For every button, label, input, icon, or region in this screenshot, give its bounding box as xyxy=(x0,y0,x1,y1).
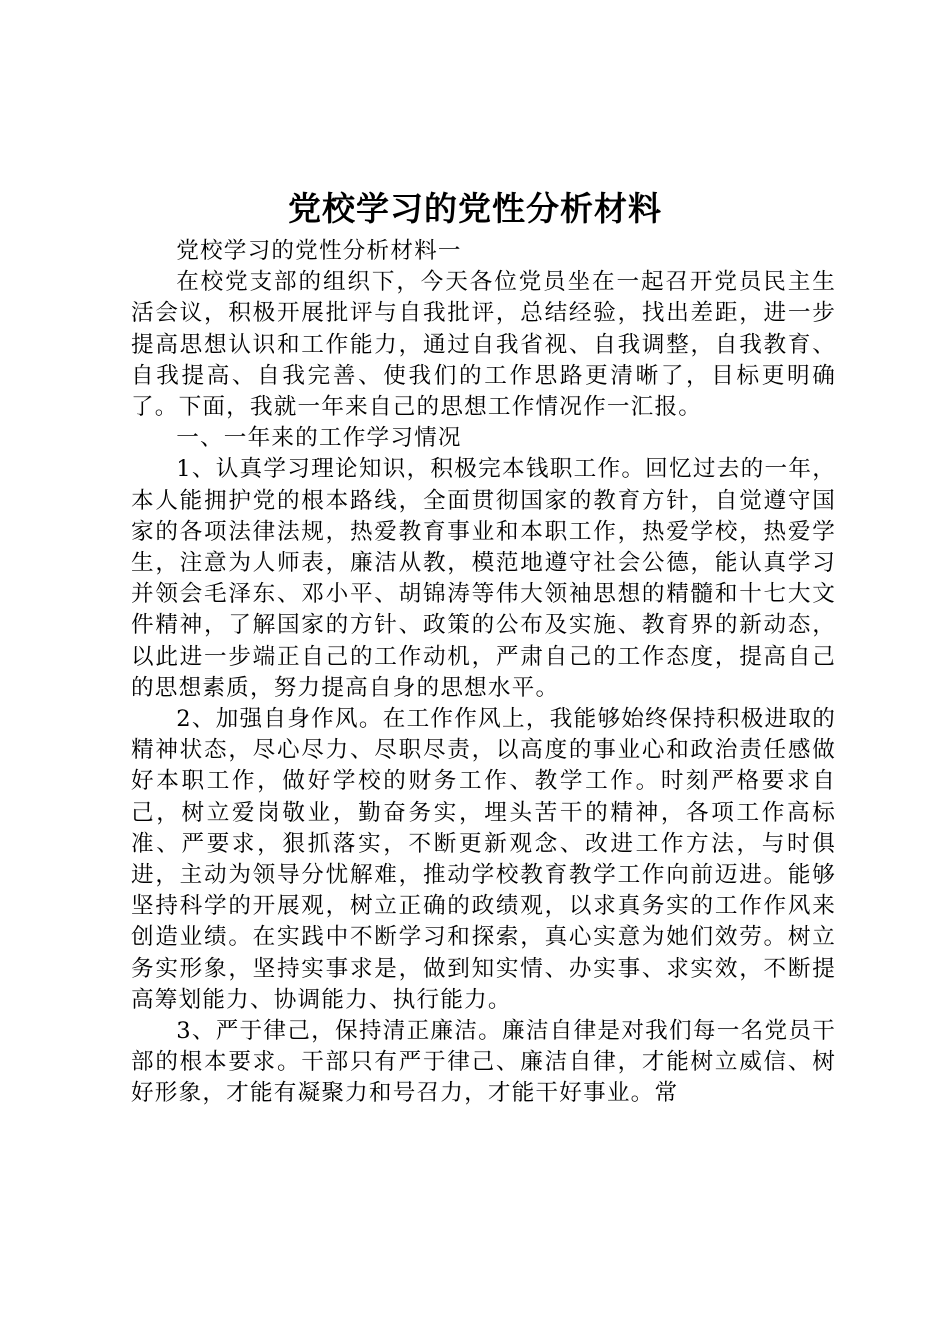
section-heading: 一、一年来的工作学习情况 xyxy=(176,425,462,452)
body-paragraph: 2、加强自身作风。在工作作风上，我能够始终保持积极进取的精神状态，尽心尽力、尽职尽责，以高度的事业心和政治责任感做好本职工作，做好学校的财务工作、教学工作。时刻严格要求自己，树立爱岗敬业，勤奋务实，埋头苦干的精神，各项工作高标准、严要求，狠抓落实，不断更新观念、改进工作方法，与时俱进，主动为领导分忧解难，推动学校教育教学工作向前迈进。能够坚持科学的开展观，树立正确的政绩观，以求真务实的工作作风来创造业绩。在实践中不断学习和探索，真心实意为她们效劳。树立务实形象，坚持实事求是，做到知实情、办实事、求实效，不断提高筹划能力、协调能力、执行能力。 xyxy=(131,706,836,1013)
document-body xyxy=(131,236,836,1110)
intro-paragraph: 在校党支部的组织下，今天各位党员坐在一起召开党员民主生活会议，积极开展批评与自我批评，总结经验，找出差距，进一步提高思想认识和工作能力，通过自我省视、自我调整，自我教育、自我提高、自我完善、使我们的工作思路更清晰了，目标更明确了。下面，我就一年来自己的思想工作情况作一汇报。 xyxy=(131,269,836,421)
subtitle-paragraph: 党校学习的党性分析材料一 xyxy=(176,238,462,264)
body-paragraph: 3、严于律己，保持清正廉洁。廉洁自律是对我们每一名党员干部的根本要求。干部只有严于律己、廉洁自律，才能树立威信、树好形象，才能有凝聚力和号召力，才能干好事业。常 xyxy=(131,1018,836,1107)
document-title: 党校学习的党性分析材料 xyxy=(288,189,662,228)
body-paragraph: 1、认真学习理论知识，积极完本钱职工作。回忆过去的一年，本人能拥护党的根本路线，全面贯彻国家的教育方针，自觉遵守国家的各项法律法规，热爱教育事业和本职工作，热爱学校，热爱学生，注意为人师表，廉洁从教，模范地遵守社会公德，能认真学习并领会毛泽东、邓小平、胡锦涛等伟大领袖思想的精髓和十七大文件精神，了解国家的方针、政策的公布及实施、教育界的新动态，以此进一步端正自己的工作动机，严肃自己的工作态度，提高自己的思想素质，努力提高自身的思想水平。 xyxy=(131,456,836,701)
